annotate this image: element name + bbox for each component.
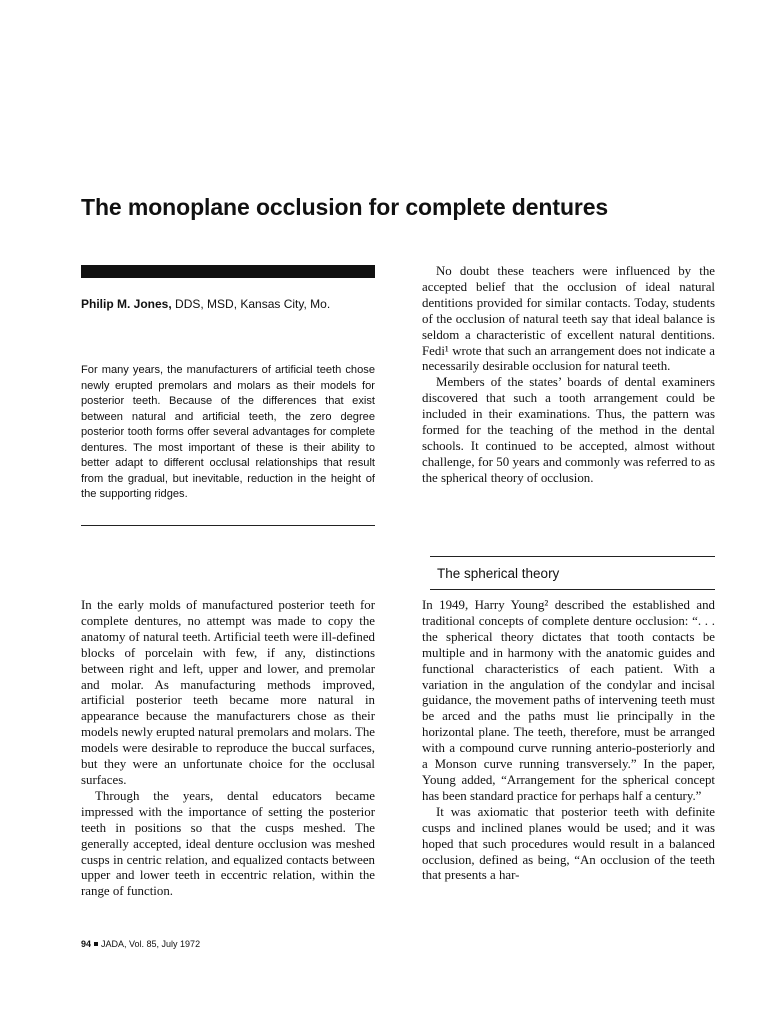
right-column-top <box>422 264 715 487</box>
page-number: 94 <box>81 939 92 949</box>
section-rule-bottom <box>430 589 715 590</box>
page-footer <box>81 939 200 949</box>
paragraph: In 1949, Harry Young² described the established and traditional concepts of complete denture occlusion: “. . . the spherical theory dictates that tooth contacts be multiple and in harmony with the anatomic guides and functional characteristics of each patient. With a variation in the angulation of the condylar and incisal guidance, the movement paths of intervening teeth must be arced and the paths must lie principally in the horizontal plane. The teeth, therefore, must be arranged with a compound curve running anterio-posteriorly and a Monson curve running transversely.” In the paper, Young added, “Arrangement for the spherical concept has been standard practice for perhaps half a century.” <box>422 598 715 803</box>
right-column-body <box>422 598 715 884</box>
section-heading: The spherical theory <box>437 566 560 581</box>
section-rule-top <box>430 556 715 557</box>
title-bar-decoration <box>81 265 375 278</box>
paragraph: Through the years, dental educators became impressed with the importance of setting the posterior teeth in positions so that the cusps meshed. The generally accepted, ideal denture occlusion was meshed cusps in centric relation, and equalized contacts between upper and lower teeth in eccentric relation, within the range of function. <box>81 788 375 899</box>
paragraph: It was axiomatic that posterior teeth with definite cusps and inclined planes would be used; and it was hoped that such procedures would result in a balanced occlusion, defined as being, “An occlusion of the teeth that presents a har- <box>422 804 715 883</box>
paragraph: In the early molds of manufactured posterior teeth for complete dentures, no attempt was made to copy the anatomy of natural teeth. Artificial teeth were ill-defined blocks of porcelain with few, if any, distinctions between right and left, upper and lower, and premolar and molar. As manufacturing methods improved, artificial posterior teeth became more natural in appearance because the manufacturers chose as their models newly erupted natural premolars and molars. The models were desirable to reproduce the buccal surfaces, but they were an unfortunate choice for the occlusal surfaces. <box>81 598 376 787</box>
abstract-divider <box>81 525 375 526</box>
article-title: The monoplane occlusion for complete dentures <box>81 194 609 220</box>
abstract: For many years, the manufacturers of artificial teeth chose newly erupted premolars and molars as their models for posterior teeth. Because of the differences that exist between natural and artificial teeth, the zero degree posterior tooth forms offer several advantages for complete dentures. The most important of these is their ability to better adapt to different occlusal relationships that result from the gradual, but inevitable, reduction in the height of the supporting ridges. <box>81 364 375 501</box>
paragraph: No doubt these teachers were influenced by the accepted belief that the occlusion of ideal natural dentitions provided for similar contacts. Today, students of the occlusion of natural teeth say that ideal balance is seldom a characteristic of excellent natural dentitions. Fedi¹ wrote that such an arrangement does not indicate a necessarily desirable occlusion for natural teeth. <box>422 264 715 374</box>
author-credentials: DDS, MSD, Kansas City, Mo. <box>171 297 331 311</box>
author-line <box>81 297 381 311</box>
journal-citation: JADA, Vol. 85, July 1972 <box>101 939 201 949</box>
paragraph: Members of the states’ boards of dental examiners discovered that such a tooth arrangement could be included in their examinations. Thus, the pattern was formed for the teaching of the method in the dental schools. It continued to be accepted, almost without challenge, for 50 years and commonly was referred to as the spherical theory of occlusion. <box>422 375 715 485</box>
bullet-square-icon <box>94 942 98 946</box>
left-column-body <box>81 598 375 900</box>
author-name: Philip M. Jones, <box>81 297 172 311</box>
